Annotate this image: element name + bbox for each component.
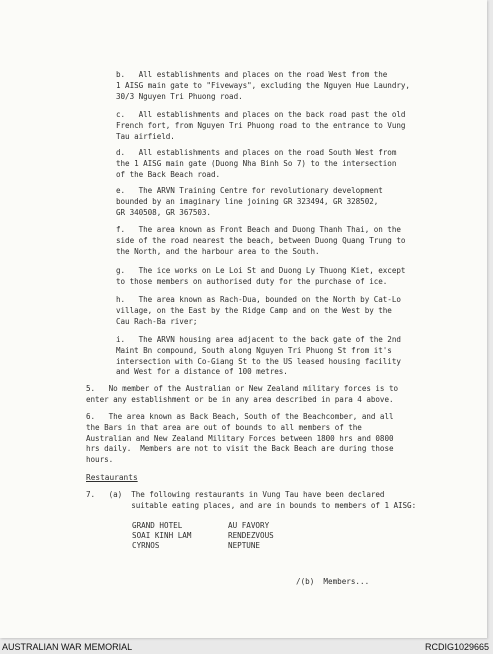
- paragraph-4e: e. The ARVN Training Centre for revolutionary development bounded by an imaginary line joining GR 323494, GR 328502, GR 340508, GR 367503.: [116, 186, 383, 217]
- restaurant-name: GRAND HOTEL: [132, 521, 183, 530]
- paragraph-7a: 7. (a) The following restaurants in Vung Tau have been declared suitable eating places, and are in bounds to members of 1 AISG:: [86, 490, 417, 510]
- continuation-note: /(b) Members...: [296, 577, 370, 586]
- paragraph-4h: h. The area known as Rach-Dua, bounded on the North by Cat-Lo village, on the East by the Ridge Camp and on the West by the Cau Rach-Ba river;: [116, 295, 401, 326]
- restaurant-name: RENDEZVOUS: [228, 531, 274, 540]
- paragraph-4b: b. All establishments and places on the road West from the 1 AISG main gate to "Fiveways", excluding the Nguyen Hue Laundry, 30/3 Nguyen Tri Phuong road.: [116, 70, 410, 101]
- restaurant-name: SOAI KINH LAM: [132, 531, 192, 540]
- restaurant-name: NEPTUNE: [228, 541, 261, 550]
- paragraph-4g: g. The ice works on Le Loi St and Duong Ly Thuong Kiet, except to those members on authorised duty for the purchase of ice.: [116, 266, 406, 286]
- paragraph-4i: i. The ARVN housing area adjacent to the back gate of the 2nd Maint Bn compound, South along Nguyen Tri Phuong St from it's intersection with Co-Giang St to the US leased housing facility and West for a distance of 100 metres.: [116, 335, 401, 377]
- paragraph-4c: c. All establishments and places on the back road past the old French fort, from Nguyen Tri Phuong road to the entrance to Vung Tau airfield.: [116, 110, 406, 141]
- paragraph-4f: f. The area known as Front Beach and Duong Thanh Thai, on the side of the road nearest the beach, between Duong Quang Trung to the North, and the harbour area to the South.: [116, 225, 406, 256]
- footer-record-id: RCDIG1029665: [424, 642, 489, 652]
- restaurant-name: CYRNOS: [132, 541, 160, 550]
- footer-archive-name: AUSTRALIAN WAR MEMORIAL: [2, 642, 133, 652]
- paragraph-4d: d. All establishments and places on the road South West from the 1 AISG main gate (Duong Nha Binh So 7) to the intersection of the Back Beach road.: [116, 148, 397, 179]
- restaurant-name: AU FAVORY: [228, 521, 270, 530]
- paragraph-6: 6. The area known as Back Beach, South of the Beachcomber, and all the Bars in that area are out of bounds to all members of the Australian and New Zealand Military Forces between 1800 hrs and 0800 hrs daily. Members are not to visit the Back Beach are during those hours.: [86, 412, 394, 465]
- restaurants-heading: Restaurants: [86, 473, 138, 482]
- paragraph-5: 5. No member of the Australian or New Zealand military forces is to enter any establishment or be in any area described in para 4 above.: [86, 384, 399, 404]
